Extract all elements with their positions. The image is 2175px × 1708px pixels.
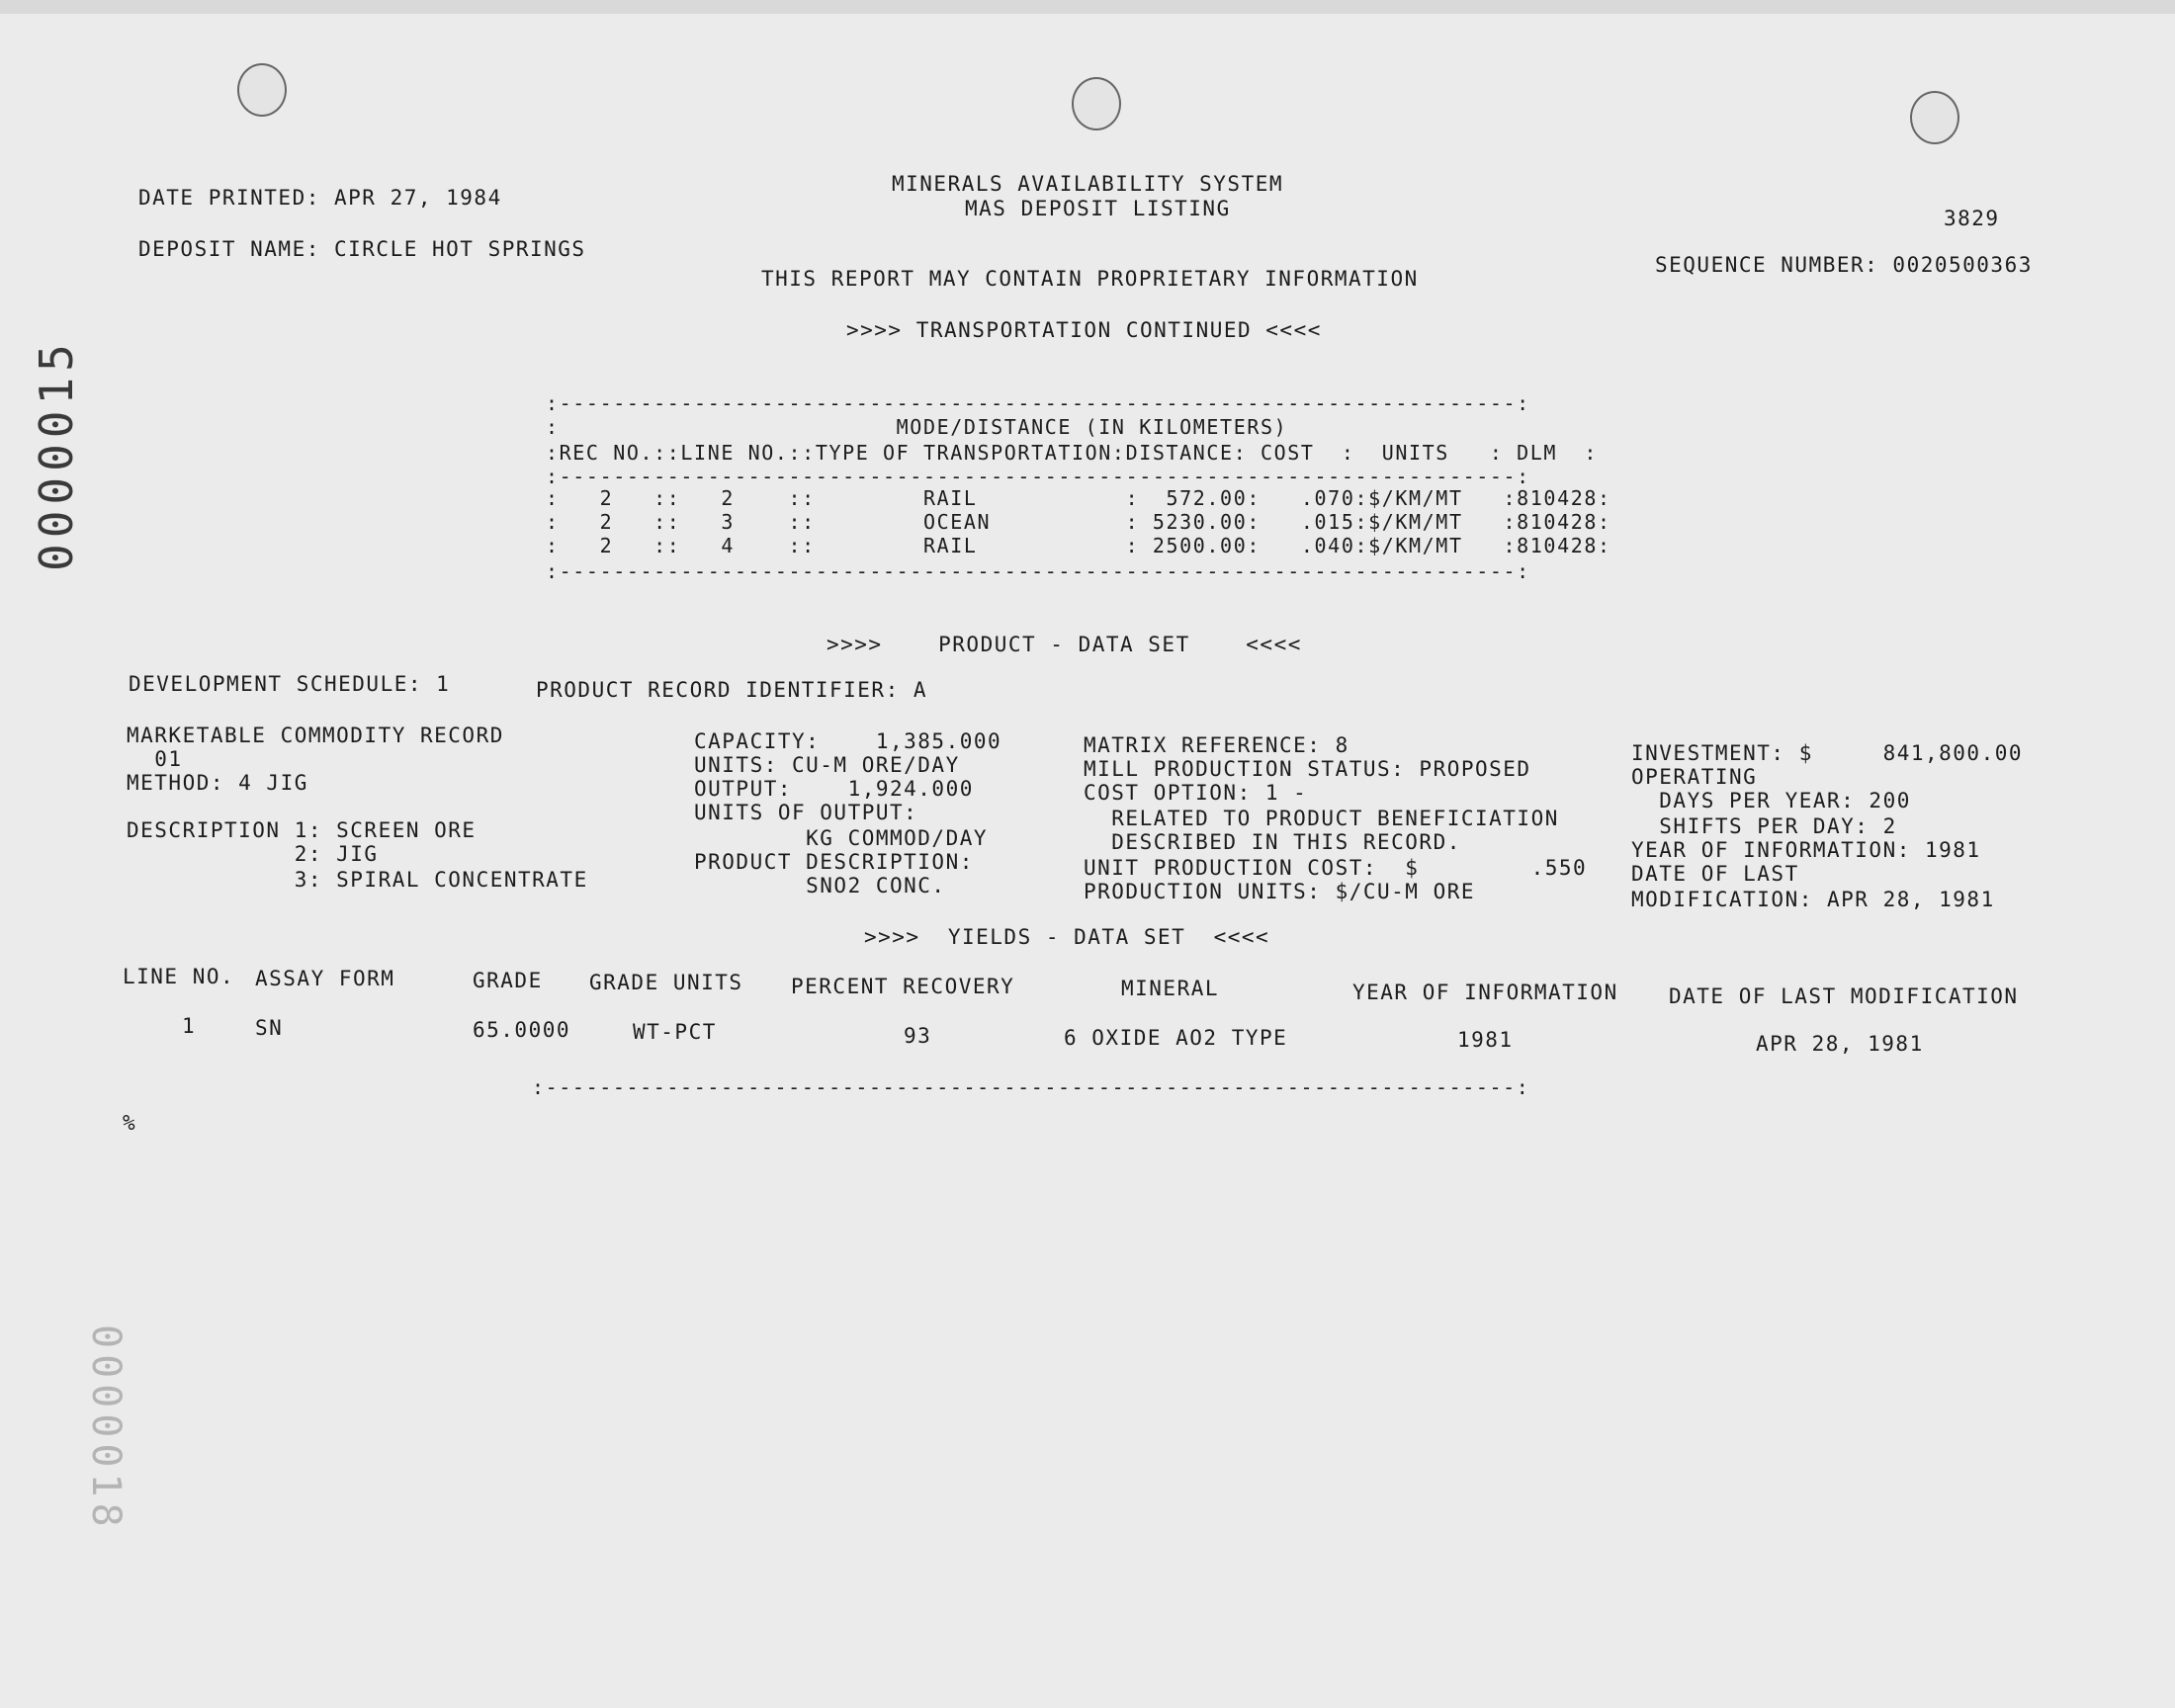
transport-table-title: : MODE/DISTANCE (IN KILOMETERS) bbox=[546, 415, 1288, 439]
deposit-name: DEPOSIT NAME: CIRCLE HOT SPRINGS bbox=[138, 237, 586, 261]
cost-option-note-1: RELATED TO PRODUCT BENEFICIATION bbox=[1084, 807, 1559, 830]
description-3: 3: SPIRAL CONCENTRATE bbox=[127, 868, 588, 892]
transport-table-separator: :-----------------------------------------------------------------------: bbox=[546, 465, 1530, 488]
product-description-value: SNO2 CONC. bbox=[694, 874, 946, 897]
side-stamp-faint-number: 0000018 bbox=[83, 1324, 129, 1533]
table-row: : 2 :: 4 :: RAIL : 2500.00: .040:$/KM/MT :810428: bbox=[546, 534, 1611, 557]
unit-production-cost: UNIT PRODUCTION COST: $ .550 bbox=[1084, 856, 1588, 880]
transport-table-border-bottom: :-----------------------------------------------------------------------: bbox=[546, 559, 1530, 583]
days-per-year: DAYS PER YEAR: 200 bbox=[1631, 789, 1911, 812]
cost-option: COST OPTION: 1 - bbox=[1084, 781, 1308, 805]
yields-cell-year-of-information: 1981 bbox=[1457, 1028, 1514, 1052]
side-stamp-number: 0000015 bbox=[30, 338, 83, 571]
yields-bottom-rule: :------------------------------------------------------------------------: bbox=[532, 1075, 1530, 1099]
table-row: : 2 :: 3 :: OCEAN : 5230.00: .015:$/KM/MT :810428: bbox=[546, 510, 1611, 534]
yields-header-year-of-information: YEAR OF INFORMATION bbox=[1352, 981, 1618, 1004]
commodity-record-number: 01 bbox=[127, 747, 183, 771]
yields-header-mineral: MINERAL bbox=[1121, 977, 1220, 1000]
yields-header-assay-form: ASSAY FORM bbox=[255, 967, 395, 990]
section-yields-title: >>>> YIELDS - DATA SET <<<< bbox=[864, 925, 1270, 949]
page-number: 3829 bbox=[1944, 207, 2000, 230]
units-of-output-value: KG COMMOD/DAY bbox=[694, 826, 989, 850]
sequence-number: SEQUENCE NUMBER: 0020500363 bbox=[1655, 253, 2033, 277]
transport-table-header: :REC NO.::LINE NO.::TYPE OF TRANSPORTATION:DISTANCE: COST : UNITS : DLM : bbox=[546, 441, 1598, 465]
footer-mark: % bbox=[123, 1111, 137, 1135]
mill-production-status: MILL PRODUCTION STATUS: PROPOSED bbox=[1084, 757, 1531, 781]
punch-hole-left bbox=[237, 63, 287, 117]
yields-cell-grade-units: WT-PCT bbox=[633, 1020, 717, 1044]
listing-title: MAS DEPOSIT LISTING bbox=[965, 197, 1231, 220]
output: OUTPUT: 1,924.000 bbox=[694, 777, 974, 801]
date-of-last-label: DATE OF LAST bbox=[1631, 862, 1799, 886]
transport-table-border-top: :-----------------------------------------------------------------------: bbox=[546, 391, 1530, 415]
operating-label: OPERATING bbox=[1631, 765, 1758, 789]
production-units: PRODUCTION UNITS: $/CU-M ORE bbox=[1084, 880, 1476, 903]
yields-header-date-of-last-modification: DATE OF LAST MODIFICATION bbox=[1669, 984, 2019, 1008]
yields-header-percent-recovery: PERCENT RECOVERY bbox=[791, 975, 1015, 998]
capacity: CAPACITY: 1,385.000 bbox=[694, 729, 1002, 753]
table-row: : 2 :: 2 :: RAIL : 572.00: .070:$/KM/MT :810428: bbox=[546, 486, 1611, 510]
description-2: 2: JIG bbox=[127, 842, 379, 866]
product-record-identifier: PRODUCT RECORD IDENTIFIER: A bbox=[536, 678, 928, 702]
yields-cell-percent-recovery: 93 bbox=[904, 1024, 932, 1048]
method: METHOD: 4 JIG bbox=[127, 771, 308, 795]
yields-cell-date-of-last-modification: APR 28, 1981 bbox=[1756, 1032, 1924, 1056]
investment: INVESTMENT: $ 841,800.00 bbox=[1631, 741, 2024, 765]
year-of-information: YEAR OF INFORMATION: 1981 bbox=[1631, 838, 1981, 862]
yields-header-line-no: LINE NO. bbox=[123, 965, 235, 988]
yields-cell-line-no: 1 bbox=[182, 1014, 197, 1038]
date-printed: DATE PRINTED: APR 27, 1984 bbox=[138, 186, 502, 210]
proprietary-notice: THIS REPORT MAY CONTAIN PROPRIETARY INFORMATION bbox=[761, 267, 1419, 291]
yields-cell-assay-form: SN bbox=[255, 1016, 284, 1040]
system-title: MINERALS AVAILABILITY SYSTEM bbox=[892, 172, 1284, 196]
development-schedule: DEVELOPMENT SCHEDULE: 1 bbox=[129, 672, 451, 696]
punch-hole-center bbox=[1072, 77, 1121, 130]
yields-header-grade: GRADE bbox=[473, 969, 543, 992]
yields-header-grade-units: GRADE UNITS bbox=[589, 971, 743, 994]
yields-cell-mineral: 6 OXIDE AO2 TYPE bbox=[1064, 1026, 1288, 1050]
product-description-label: PRODUCT DESCRIPTION: bbox=[694, 850, 974, 874]
punch-hole-right bbox=[1910, 91, 1959, 144]
commodity-record-label: MARKETABLE COMMODITY RECORD bbox=[127, 724, 504, 747]
shifts-per-day: SHIFTS PER DAY: 2 bbox=[1631, 814, 1897, 838]
section-product-title: >>>> PRODUCT - DATA SET <<<< bbox=[826, 633, 1302, 656]
matrix-reference: MATRIX REFERENCE: 8 bbox=[1084, 733, 1349, 757]
description-1: DESCRIPTION 1: SCREEN ORE bbox=[127, 818, 477, 842]
modification-date: MODIFICATION: APR 28, 1981 bbox=[1631, 888, 1995, 911]
section-transport-title: >>>> TRANSPORTATION CONTINUED <<<< bbox=[846, 318, 1322, 342]
capacity-units: UNITS: CU-M ORE/DAY bbox=[694, 753, 960, 777]
cost-option-note-2: DESCRIBED IN THIS RECORD. bbox=[1084, 830, 1461, 854]
yields-cell-grade: 65.0000 bbox=[473, 1018, 571, 1042]
units-of-output-label: UNITS OF OUTPUT: bbox=[694, 801, 918, 824]
